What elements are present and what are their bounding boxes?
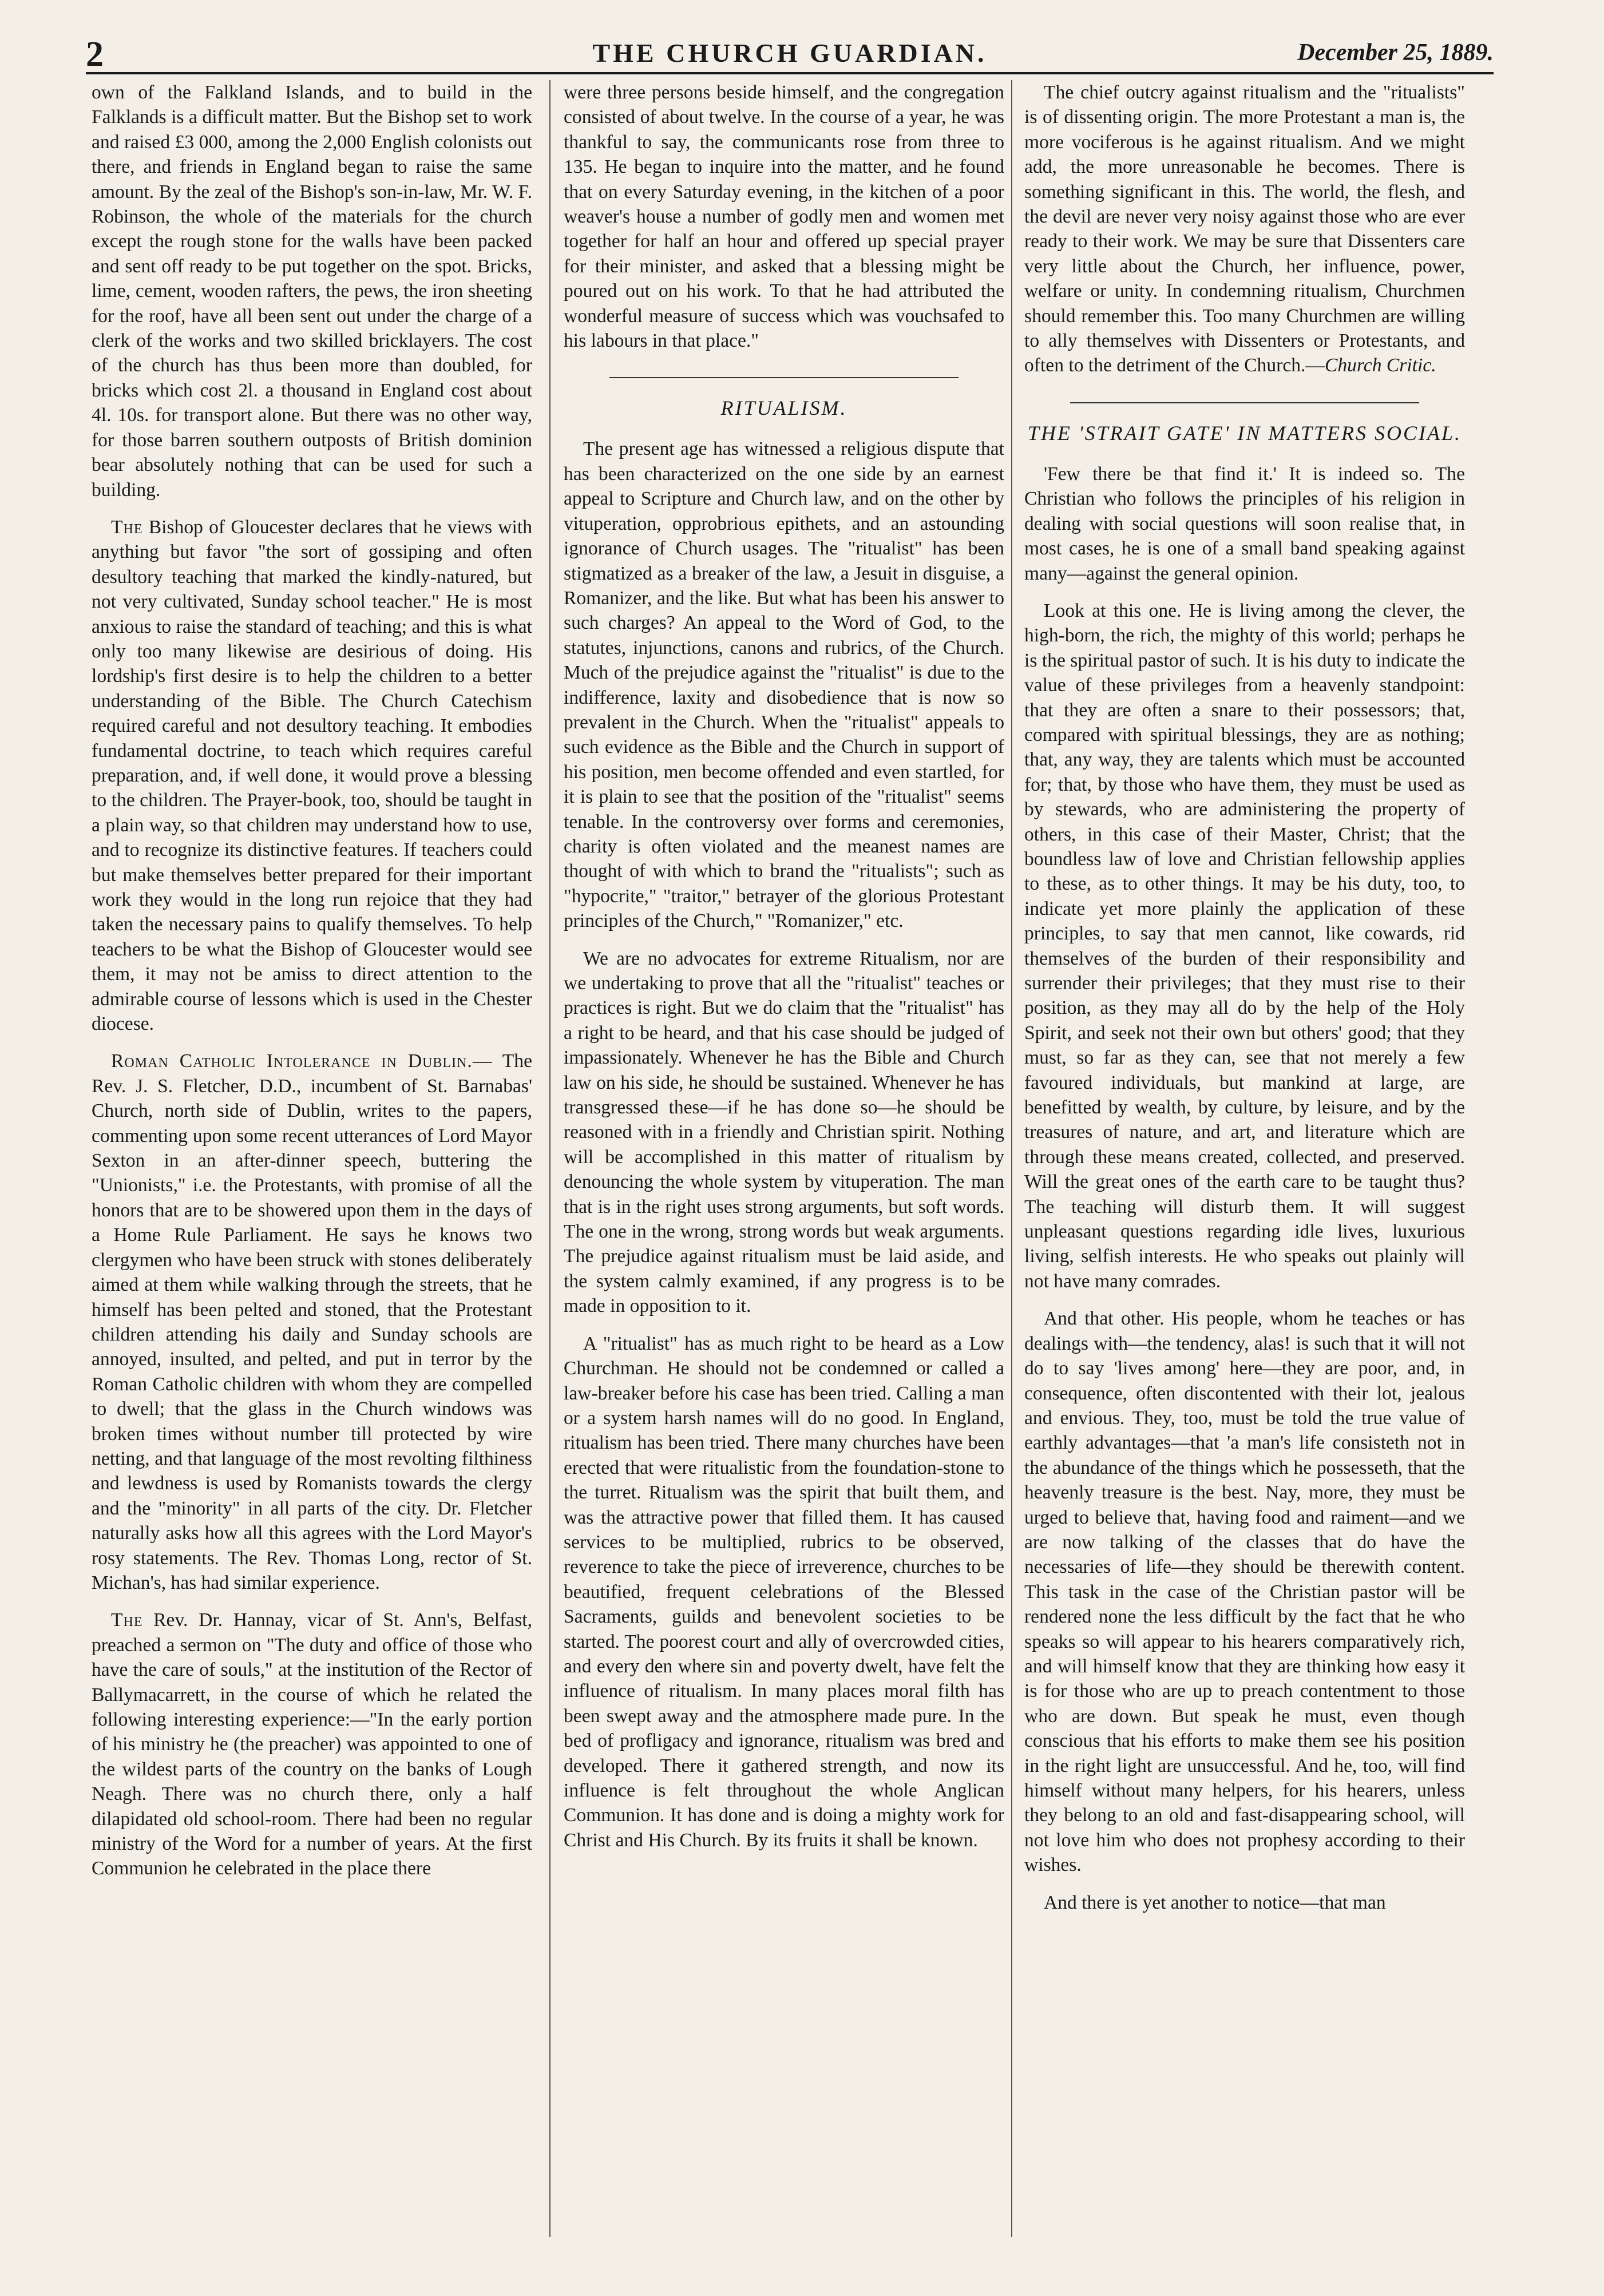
strait-gate-paragraph-1: 'Few there be that find it.' It is indeed so. The Christian who follows the principles of his religion in dealing with social questions will soon realise that, in most cases, he is one of a small band speaking against many—against the general opinion.	[1024, 463, 1465, 584]
strait-gate-paragraph-3: And that other. His people, whom he teaches or has dealings with—the tendency, alas! is such that it will not do to say 'lives among' here—they are poor, and, in consequence, often discontented with their lot, jealous and envious. They, too, must be told the true value of earthly advantages—that 'a man's life consisteth not in the abundance of the things which he possesseth, that the heavenly treasure is the best. Nay, more, they must be urged to believe that, having food and raiment—and we are now talking of the classes that do have the necessaries of life—they should be therewith content. This task in the case of the Christian pastor will be rendered none the less difficult by the fact that he who speaks so will appear to his hearers comparatively rich, and will himself know that they are thinking how easy it is for those who are up to preach contentment to those who are down. But speak he must, even though conscious that his efforts to make them see his position in the right light are unsuccessful. And he, too, will find himself without many helpers, for his hearers, unless they belong to an old and fast-disappearing school, will not love him who does not prophesy according to their wishes.	[1024, 1308, 1465, 1876]
paragraph-lead: The	[111, 516, 143, 538]
ritualism-outcry-paragraph	[1024, 80, 1465, 378]
column-1	[92, 80, 532, 2243]
section-divider	[609, 377, 959, 378]
paragraph-lead: Roman Catholic Intolerance in Dublin.—	[111, 1050, 493, 1072]
page-number: 2	[86, 35, 104, 74]
section-divider	[1070, 402, 1419, 403]
dublin-intolerance-paragraph	[92, 1049, 532, 1595]
masthead	[86, 27, 1494, 74]
paragraph-body: Rev. Dr. Hannay, vicar of St. Ann's, Belfast, preached a sermon on "The duty and office of those who have the care of souls," at the institution of the Rector of Ballymacarrett, in the course of which he related the following interesting experience:—"In the early portion of his ministry he (the preacher) was appointed to one of the wildest parts of the country on the banks of Lough Neagh. There was no church there, only a half dilapidated old school-room. There had been no regular ministry of the Word for a number of years. At the first Communion he celebrated in the place there	[92, 1609, 532, 1879]
hannay-sermon-paragraph	[92, 1608, 532, 1881]
column-2	[564, 80, 1004, 2243]
paragraph-lead: The	[111, 1609, 143, 1631]
column-3	[1024, 80, 1465, 2243]
ritualism-paragraph-3: A "ritualist" has as much right to be heard as a Low Churchman. He should not be condemned or called a law-breaker before his case has been tried. Calling a man or a system harsh names will do no good. In England, ritualism has been tried. There many churches have been erected that were ritualistic from the foundation-stone to the turret. Ritualism was the spirit that built them, and was the attractive power that filled them. It has caused services to be multiplied, rubrics to be observed, reverence to take the piece of irreverence, churches to be beautified, frequent celebrations of the Blessed Sacraments, guilds and benevolent societies to be started. The poorest court and ally of overcrowded cities, and every den where sin and poverty dwelt, have felt the influence of ritualism. In many places moral filth has been swept away and the atmosphere made pure. In the bed of profligacy and ignorance, ritualism was bred and developed. There it gathered strength, and now its influence is felt throughout the whole Anglican Communion. It has done and is doing a mighty work for Christ and His Church. By its fruits it shall be known.	[564, 1333, 1004, 1851]
paragraph-body: Bishop of Gloucester declares that he views with anything but favor "the sort of gossiping and often desultory teaching that marked the kindly-natured, but not very cultivated, Sunday school teacher." He is most anxious to raise the standard of teaching; and this is what only too many likewise are desirious of doing. His lordship's first desire is to help the children to a better understanding of the Bible. The Church Catechism required careful and not desultory teaching. It embodies fundamental doctrine, to teach which requires careful preparation, and, if well done, it would prove a blessing to the children. The Prayer-book, too, should be taught in a plain way, so that children may understand how to use, and to recognize its distinctive features. If teachers could but make themselves better prepared for their important work they would in the long run rejoice that they had taken the necessary pains to qualify themselves. To help teachers to be what the Bishop of Gloucester would see them, it may not be amiss to direct attention to the admirable course of lessons which is used in the Chester diocese.	[92, 516, 532, 1035]
ritualism-paragraph-2: We are no advocates for extreme Ritualism, nor are we undertaking to prove that all the "ritualist" teaches or practices is right. But we do claim that the "ritualist" has a right to be heard, and that his case should be judged of impassionately. Whenever he has the Bible and Church law on his side, he should be sustained. Whenever he has transgressed these—if he has done so—he should be reasoned with in a friendly and Christian spirit. Nothing will be accomplished in this matter of ritualism by denouncing the whole system by vituperation. The man that is in the right uses strong arguments, but soft words. The one in the wrong, strong words but weak arguments. The prejudice against ritualism must be laid aside, and the system calmly examined, if any progress is to be made in opposition to it.	[564, 947, 1004, 1317]
gloucester-paragraph	[92, 515, 532, 1037]
strait-gate-paragraph-4: And there is yet another to notice—that man	[1044, 1891, 1386, 1913]
strait-gate-heading: THE 'STRAIT GATE' IN MATTERS SOCIAL.	[1027, 421, 1462, 445]
falkland-church-paragraph: own of the Falkland Islands, and to build in the Falklands is a difficult matter. But the Bishop set to work and raised £3 000, among the 2,000 English colonists out there, and friends in England began to raise the same amount. By the zeal of the Bishop's son-in-law, Mr. W. F. Robinson, the whole of the materials for the church except the rough stone for the walls have been packed and sent off ready to be put together on the spot. Bricks, lime, cement, wooden rafters, the pews, the iron sheeting for the roof, have all been sent out under the charge of a clerk of the works and two skilled bricklayers. The cost of the church has thus been more than doubled, for bricks which cost 2l. a thousand in England cost about 4l. 10s. for transport alone. But there was no other way, for those barren southern outposts of British dominion bear absolutely nothing that can be used for such a building.	[92, 82, 532, 501]
issue-date: December 25, 1889.	[1297, 39, 1494, 66]
newspaper-title: THE CHURCH GUARDIAN.	[592, 38, 987, 68]
column-rule	[1011, 80, 1012, 2237]
source-attribution: Church Critic.	[1325, 355, 1436, 376]
strait-gate-paragraph-2: Look at this one. He is living among the clever, the high-born, the rich, the mighty of this world; perhaps he is the spiritual pastor of such. It is his duty to indicate the value of these privileges from a heavenly standpoint: that they are often a snare to their possessors; that, compared with spiritual blessings, they are as nothing; that, any way, they are talents which must be accounted for; that, by those who have them, they must be used as by stewards, who are administering the property of others, in this case of their Master, Christ; that the boundless law of love and Christian fellowship applies to these, as to other things. It may be his duty, too, to indicate yet more plainly the application of these principles, to say that men cannot, like cowards, rid themselves of the burden of their responsibility and surrender their privileges; that they must rise to their position, as they may all do by the help of the Holy Spirit, and seek not their own but others' good; that they must, so far as they can, see that not merely a few favoured individuals, but mankind at large, are benefitted by wealth, by culture, by leisure, and by the treasures of nature, and art, and literature which are through these means created, collected, and preserved. Will the great ones of the earth care to be taught thus? The teaching will disturb them. It will suggest unpleasant questions regarding idle lives, luxurious living, selfish interests. He who speaks out plainly will not have many comrades.	[1024, 600, 1465, 1292]
ritualism-paragraph-1: The present age has witnessed a religious dispute that has been characterized on the one side by an earnest appeal to Scripture and Church law, and on the other by vituperation, opprobrious epithets, and an astounding ignorance of Church usages. The "ritualist" has been stigmatized as a breaker of the law, a Jesuit in disguise, a Romanizer, and the like. But what has been his answer to such charges? An appeal to the Word of God, to the statutes, injunctions, canons and rubrics, of the Church. Much of the prejudice against the "ritualist" is due to the indifference, laxity and disobedience that is now so prevalent in the Church. When the "ritualist" appeals to such evidence as the Bible and the Church in support of his position, men become offended and even startled, for it is plain to see that the position of the "ritualist" seems tenable. In the controversy over forms and ceremonies, charity is often violated and the meanest names are thought of with which to brand the "ritualists"; such as "hypocrite," "traitor," betrayer of the glorious Protestant principles of the Church," "Romanizer," etc.	[564, 438, 1004, 932]
paragraph-body: The chief outcry against ritualism and the "ritualists" is of dissenting origin. The more Protestant a man is, the more vociferous is he against ritualism. And we might add, the more unreasonable he becomes. There is something significant in this. The world, the flesh, and the devil are never very noisy against those who are ever ready to their work. We may be sure that Dissenters care very little about the Church, her influence, power, welfare or unity. In condemning ritualism, Churchmen should remember this. Too many Churchmen are willing to ally themselves with Dissenters or Protestants, and often to the detriment of the Church.—	[1024, 82, 1465, 376]
hannay-continued-paragraph: were three persons beside himself, and the congregation consisted of about twelve. In the course of a year, he was thankful to say, the communicants rose from three to 135. He began to inquire into the matter, and he found that on every Saturday evening, in the kitchen of a poor weaver's house a number of godly men and women met together for half an hour and offered up special prayer for their minister, and asked that a blessing might be poured out on his work. To that he had attributed the wonderful measure of success which was vouchsafed to his labours in that place."	[564, 82, 1004, 352]
column-rule	[549, 80, 550, 2237]
paragraph-body: The Rev. J. S. Fletcher, D.D., incumbent of St. Barnabas' Church, north side of Dublin, writes to the papers, commenting upon some recent utterances of Lord Mayor Sexton in an after-dinner speech, buttering the "Unionists," i.e. the Protestants, with promise of all the honors that are to be showered upon them in the days of a Home Rule Parliament. He says he knows two clergymen who have been struck with stones deliberately aimed at them while walking through the streets, that he himself has been pelted and stoned, that the Protestant children attending his daily and Sunday schools are annoyed, insulted, and pelted, and put in terror by the Roman Catholic children with whom they are compelled to dwell; that the glass in the Church windows was broken times without number till protected by wire netting, and that language of the most revolting filthiness and lewdness is used by Romanists towards the clergy and the "minority" in all parts of the city. Dr. Fletcher naturally asks how all this agrees with the Lord Mayor's rosy statements. The Rev. Thomas Long, rector of St. Michan's, has had similar experience.	[92, 1050, 532, 1593]
ritualism-heading: RITUALISM.	[720, 396, 847, 420]
